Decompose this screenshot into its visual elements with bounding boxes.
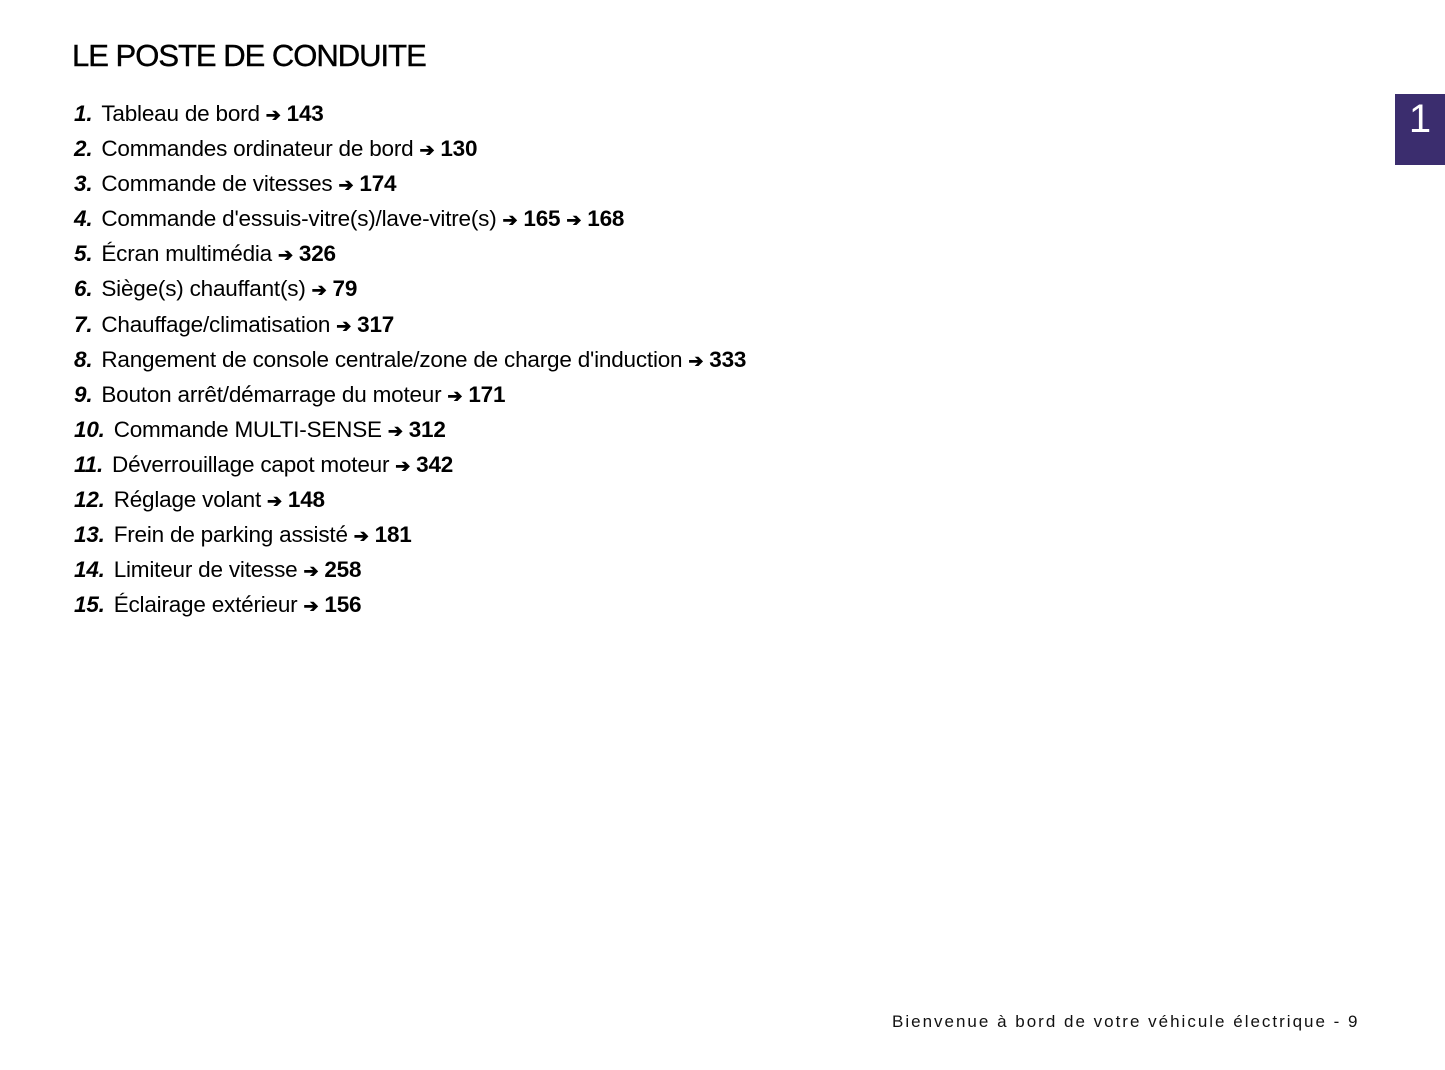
arrow-right-icon: ➔ (419, 140, 435, 161)
item-number: 8. (74, 346, 93, 372)
item-label: Bouton arrêt/démarrage du moteur (101, 381, 442, 407)
item-number: 12. (74, 487, 105, 513)
item-number: 13. (74, 522, 105, 548)
page-reference-link[interactable]: 143 (286, 101, 324, 126)
item-number: 1. (74, 101, 93, 126)
page-reference-link[interactable]: 181 (374, 522, 412, 548)
item-label: Réglage volant (113, 487, 261, 513)
page-reference-link[interactable]: 333 (709, 346, 747, 372)
item-label: Commande MULTI-SENSE (113, 416, 382, 442)
item-label: Déverrouillage capot moteur (112, 451, 390, 477)
item-number: 10. (74, 416, 105, 442)
list-item (74, 203, 746, 238)
arrow-right-icon: ➔ (278, 245, 293, 266)
list-item (74, 309, 746, 344)
list-item (74, 238, 746, 273)
item-label: Siège(s) chauffant(s) (101, 276, 306, 302)
arrow-right-icon: ➔ (353, 526, 369, 547)
list-item (74, 273, 746, 308)
item-number: 9. (74, 381, 93, 407)
list-item (74, 414, 746, 449)
item-label: Chauffage/climatisation (101, 311, 331, 337)
page-footer: Bienvenue à bord de votre véhicule électrique - 9 (892, 1012, 1360, 1031)
arrow-right-icon: ➔ (387, 420, 403, 441)
item-label: Commande d'essuis-vitre(s)/lave-vitre(s) (101, 206, 497, 232)
item-label: Commande de vitesses (101, 171, 333, 197)
item-number: 3. (74, 171, 93, 197)
item-list (74, 98, 746, 624)
arrow-right-icon: ➔ (338, 175, 354, 196)
chapter-tab: 1 (1395, 94, 1445, 165)
item-label: Éclairage extérieur (113, 592, 298, 618)
arrow-right-icon: ➔ (303, 596, 319, 617)
page-reference-link[interactable]: 165 (523, 206, 561, 232)
page-reference-link[interactable]: 342 (416, 451, 454, 477)
arrow-right-icon: ➔ (395, 455, 411, 476)
item-label: Commandes ordinateur de bord (101, 136, 414, 162)
arrow-right-icon: ➔ (502, 210, 518, 231)
arrow-right-icon: ➔ (311, 280, 327, 301)
arrow-right-icon: ➔ (267, 491, 282, 512)
page-reference-link[interactable]: 79 (332, 276, 358, 302)
page-reference-link[interactable]: 312 (408, 416, 446, 442)
item-label: Limiteur de vitesse (113, 557, 298, 583)
item-number: 4. (74, 206, 93, 232)
list-item (74, 133, 746, 168)
arrow-right-icon: ➔ (566, 210, 582, 231)
item-number: 15. (74, 592, 105, 618)
list-item (74, 168, 746, 203)
page-reference-link[interactable]: 174 (359, 171, 397, 197)
page-reference-link[interactable]: 258 (324, 557, 362, 583)
item-number: 7. (74, 311, 93, 337)
page-reference-link[interactable]: 156 (324, 592, 362, 618)
page-reference-link[interactable]: 148 (287, 487, 325, 513)
arrow-right-icon: ➔ (447, 385, 463, 406)
page-reference-link[interactable]: 168 (587, 206, 625, 232)
item-label: Écran multimédia (101, 241, 272, 267)
item-label: Rangement de console centrale/zone de charge d'induction (101, 346, 683, 372)
list-item (74, 344, 746, 379)
arrow-right-icon: ➔ (265, 105, 281, 125)
item-number: 2. (74, 136, 93, 162)
arrow-right-icon: ➔ (336, 315, 352, 336)
list-item (74, 519, 746, 554)
list-item (74, 554, 746, 589)
page-reference-link[interactable]: 171 (468, 381, 506, 407)
list-item (74, 449, 746, 484)
page-reference-link[interactable]: 326 (298, 241, 336, 267)
page-title: LE POSTE DE CONDUITE (72, 38, 426, 73)
page-reference-link[interactable]: 317 (357, 311, 395, 337)
arrow-right-icon: ➔ (303, 561, 319, 582)
list-item (74, 589, 746, 624)
list-item (74, 379, 746, 414)
page-reference-link[interactable]: 130 (440, 136, 478, 162)
list-item (74, 484, 746, 519)
arrow-right-icon: ➔ (688, 350, 704, 371)
list-item (74, 98, 746, 133)
item-label: Tableau de bord (101, 101, 260, 126)
item-label: Frein de parking assisté (113, 522, 348, 548)
item-number: 11. (74, 451, 104, 477)
item-number: 6. (74, 276, 93, 302)
item-number: 14. (74, 557, 105, 583)
item-number: 5. (74, 241, 93, 267)
